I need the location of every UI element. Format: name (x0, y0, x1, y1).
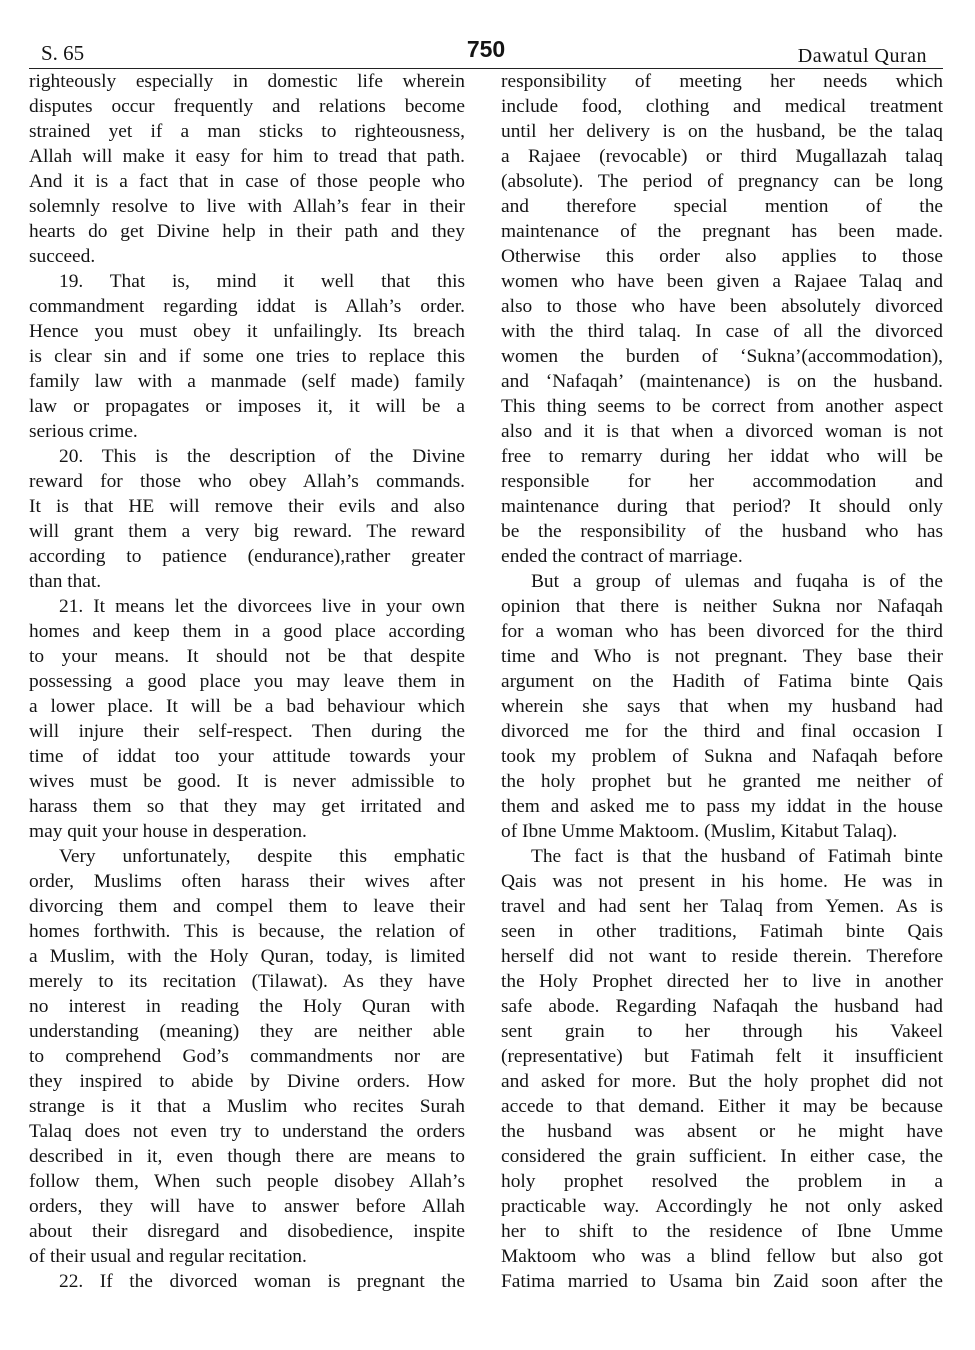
text-line: free to remarry during her iddat who will be (501, 446, 943, 467)
text-line: women who have been given a Rajaee Talaq and (501, 271, 943, 292)
text-line: argument on the Hadith of Fatima binte Qais (501, 671, 943, 692)
text-line: Qais was not present in his home. He was in (501, 871, 943, 892)
text-line: and therefore special mention of the (501, 196, 943, 217)
text-line: holy prophet resolved the problem in a (501, 1171, 943, 1192)
text-line: succeed. (29, 246, 96, 267)
text-line: hearts do get Divine help in their path and they (29, 221, 465, 242)
text-line: safe abode. Regarding Nafaqah the husband had (501, 996, 943, 1017)
text-line: of their usual and regular recitation. (29, 1246, 307, 1267)
text-line: Hence you must obey it unfailingly. Its breach (29, 321, 465, 342)
paragraph-first-line: But a group of ulemas and fuqaha is of the (531, 571, 943, 592)
text-line: solemnly resolve to live with Allah’s fear in their (29, 196, 465, 217)
surah-reference: S. 65 (41, 41, 85, 65)
text-line: Otherwise this order also applies to those (501, 246, 943, 267)
text-line: harass them so that they may get irritated and (29, 796, 465, 817)
text-line: the holy prophet but he granted me neither of (501, 771, 943, 792)
text-line: practicable way. Accordingly he not only asked (501, 1196, 943, 1217)
text-line: herself did not want to reside therein. Therefore (501, 946, 943, 967)
text-line: It is that HE will remove their evils and also (29, 496, 465, 517)
text-line: understanding (meaning) they are neither able (29, 1021, 465, 1042)
text-line: Allah will make it easy for him to tread that path. (29, 146, 465, 167)
right-text-column (501, 71, 943, 1296)
text-line: the Holy Prophet directed her to live in another (501, 971, 943, 992)
text-line: than that. (29, 571, 102, 592)
text-line: merely to its recitation (Tilawat). As they have (29, 971, 465, 992)
paragraph-first-line: 20. This is the description of the Divine (59, 446, 465, 467)
text-line: (representative) but Fatimah felt it insufficient (501, 1046, 943, 1067)
text-line: and ‘Nafaqah’ (maintenance) is on the husband. (501, 371, 943, 392)
paragraph-first-line: 22. If the divorced woman is pregnant the (59, 1271, 465, 1292)
text-line: according to patience (endurance),rather greater (29, 546, 465, 567)
text-line: maintenance of the pregnant has been made. (501, 221, 943, 242)
text-line: strained yet if a man sticks to righteousness, (29, 121, 465, 142)
text-line: wives must be good. It is never admissible to (29, 771, 465, 792)
paragraph-first-line: 19. That is, mind it well that this (59, 271, 465, 292)
text-line: maintenance during that period? It should only (501, 496, 943, 517)
paragraph-first-line: Very unfortunately, despite this emphatic (59, 846, 465, 867)
text-line: and asked for more. But the holy prophet did not (501, 1071, 943, 1092)
text-line: responsibility of meeting her needs which (501, 71, 943, 92)
text-line: described in it, even though there are means to (29, 1146, 465, 1167)
text-line: the husband was absent or he might have (501, 1121, 943, 1142)
text-line: them and asked me to pass my iddat in the house (501, 796, 943, 817)
text-line: ended the contract of marriage. (501, 546, 743, 567)
text-line: for a woman who has been divorced for the third (501, 621, 943, 642)
text-line: righteously especially in domestic life wherein (29, 71, 465, 92)
text-line: a Rajaee (revocable) or third Mugallazah talaq (501, 146, 943, 167)
text-line: follow them, When such people disobey Allah’s (29, 1171, 465, 1192)
text-line: law or propagates or imposes it, it will be a (29, 396, 465, 417)
text-line: they inspired to abide by Divine orders. How (29, 1071, 465, 1092)
paragraph-first-line: 21. It means let the divorcees live in your own (59, 596, 465, 617)
text-line: homes and keep them in a good place according (29, 621, 465, 642)
text-line: Talaq does not even try to understand the orders (29, 1121, 465, 1142)
text-line: serious crime. (29, 421, 138, 442)
text-line: to comprehend God’s commandments nor are (29, 1046, 465, 1067)
text-line: family law with a manmade (self made) family (29, 371, 465, 392)
text-line: to your means. It should not be that despite (29, 646, 465, 667)
text-line: with the third talaq. In case of all the divorced (501, 321, 943, 342)
text-line: her to shift to the residence of Ibne Umme (501, 1221, 943, 1242)
left-text-column (29, 71, 465, 1296)
page-header (29, 38, 943, 69)
paragraph-first-line: The fact is that the husband of Fatimah binte (531, 846, 943, 867)
text-line: (absolute). The period of pregnancy can be long (501, 171, 943, 192)
text-line: include food, clothing and medical treatment (501, 96, 943, 117)
book-title: Dawatul Quran (797, 45, 927, 67)
text-line: This thing seems to be correct from another aspect (501, 396, 943, 417)
text-line: of Ibne Umme Maktoom. (Muslim, Kitabut Talaq). (501, 821, 898, 842)
text-line: Maktoom who was a blind fellow but also got (501, 1246, 943, 1267)
text-line: order, Muslims often harass their wives after (29, 871, 465, 892)
text-line: will injure their self-respect. Then during the (29, 721, 465, 742)
text-line: homes forthwith. This is because, the relation of (29, 921, 465, 942)
text-line: divorcing them and compel them to leave their (29, 896, 465, 917)
text-line: is clear sin and if some one tries to replace this (29, 346, 465, 367)
text-line: accede to that demand. Either it may be because (501, 1096, 943, 1117)
text-line: travel and had sent her Talaq from Yemen. As is (501, 896, 943, 917)
text-line: no interest in reading the Holy Quran with (29, 996, 465, 1017)
text-line: until her delivery is on the husband, be the talaq (501, 121, 943, 142)
text-line: also to those who have been absolutely divorced (501, 296, 943, 317)
text-line: orders, they will have to answer before Allah (29, 1196, 465, 1217)
text-line: sent grain to her through his Vakeel (501, 1021, 943, 1042)
text-line: possessing a good place you may leave them in (29, 671, 465, 692)
text-line: divorced me for the third and final occasion I (501, 721, 943, 742)
text-line: may quit your house in desperation. (29, 821, 307, 842)
text-line: wherein she says that when my husband had (501, 696, 943, 717)
text-line: commandment regarding iddat is Allah’s order. (29, 296, 465, 317)
text-line: opinion that there is neither Sukna nor Nafaqah (501, 596, 943, 617)
text-line: Fatima married to Usama bin Zaid soon after the (501, 1271, 943, 1292)
text-line: time of iddat too your attitude towards your (29, 746, 465, 767)
text-line: considered the grain sufficient. In either case, the (501, 1146, 943, 1167)
text-line: will grant them a very big reward. The reward (29, 521, 465, 542)
text-line: time and Who is not pregnant. They base their (501, 646, 943, 667)
text-line: responsible for her accommodation and (501, 471, 943, 492)
text-line: took my problem of Sukna and Nafaqah before (501, 746, 943, 767)
text-line: reward for those who obey Allah’s commands. (29, 471, 465, 492)
page-number: 750 (466, 36, 506, 62)
text-line: seen in other traditions, Fatimah binte Qais (501, 921, 943, 942)
text-line: a lower place. It will be a bad behaviour which (29, 696, 465, 717)
text-line: be the responsibility of the husband who has (501, 521, 943, 542)
text-line: disputes occur frequently and relations become (29, 96, 465, 117)
text-line: also and it is that when a divorced woman is not (501, 421, 943, 442)
text-line: And it is a fact that in case of those people who (29, 171, 465, 192)
text-line: strange is it that a Muslim who recites Surah (29, 1096, 465, 1117)
text-line: a Muslim, with the Holy Quran, today, is limited (29, 946, 465, 967)
text-line: women the burden of ‘Sukna’(accommodation), (501, 346, 943, 367)
text-line: about their disregard and disobedience, inspite (29, 1221, 465, 1242)
